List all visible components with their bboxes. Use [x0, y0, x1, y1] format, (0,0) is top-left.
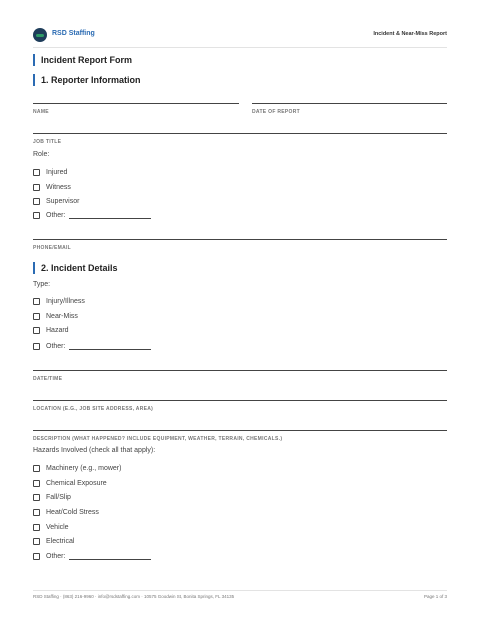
role-label: Role:	[33, 151, 50, 158]
section-2-title: 2. Incident Details	[33, 262, 118, 274]
document-title: Incident & Near-Miss Report	[373, 31, 447, 37]
hazard-option-label: Machinery (e.g., mower)	[46, 464, 122, 472]
job-title-input-line[interactable]	[33, 133, 447, 134]
section-1-title: 1. Reporter Information	[33, 74, 141, 86]
type-option-label: Hazard	[46, 326, 69, 334]
hazard-option-label: Heat/Cold Stress	[46, 508, 99, 516]
hazard-option[interactable]	[33, 522, 69, 532]
checkbox-icon[interactable]	[33, 212, 40, 219]
other-role-input-line[interactable]	[69, 212, 151, 219]
phone-email-label: PHONE/EMAIL	[33, 245, 72, 251]
type-option-label: Near-Miss	[46, 312, 78, 320]
type-option[interactable]	[33, 325, 69, 335]
role-option[interactable]	[33, 210, 151, 220]
job-title-label: JOB TITLE	[33, 139, 62, 145]
hazard-option[interactable]	[33, 478, 107, 488]
role-option[interactable]	[33, 167, 67, 177]
type-option[interactable]	[33, 341, 151, 351]
checkbox-icon[interactable]	[33, 343, 40, 350]
checkbox-icon[interactable]	[33, 313, 40, 320]
role-option-label: Injured	[46, 168, 68, 176]
name-label: NAME	[33, 109, 49, 115]
hazard-option-label: Chemical Exposure	[46, 479, 107, 487]
checkbox-icon[interactable]	[33, 553, 40, 560]
location-label: LOCATION (E.G., JOB SITE ADDRESS, AREA)	[33, 406, 154, 412]
date-of-report-input-line[interactable]	[252, 103, 447, 104]
other-hazard-input-line[interactable]	[69, 553, 151, 560]
name-input-line[interactable]	[33, 103, 239, 104]
role-option-label: Other:	[46, 211, 66, 219]
page-header	[33, 27, 447, 48]
description-input-line[interactable]	[33, 430, 447, 431]
hazard-option[interactable]	[33, 492, 71, 502]
role-option-label: Witness	[46, 183, 71, 191]
hazard-option[interactable]	[33, 507, 99, 517]
checkbox-icon[interactable]	[33, 494, 40, 501]
location-input-line[interactable]	[33, 400, 447, 401]
phone-email-input-line[interactable]	[33, 239, 447, 240]
checkbox-icon[interactable]	[33, 298, 40, 305]
brand-name: RSD Staffing	[52, 30, 95, 37]
hazard-option-label: Vehicle	[46, 523, 69, 531]
hazards-label: Hazards Involved (check all that apply):	[33, 447, 156, 454]
date-time-label: DATE/TIME	[33, 376, 63, 382]
role-option[interactable]	[33, 196, 79, 206]
checkbox-icon[interactable]	[33, 169, 40, 176]
checkbox-icon[interactable]	[33, 524, 40, 531]
checkbox-icon[interactable]	[33, 480, 40, 487]
hazard-option[interactable]	[33, 463, 121, 473]
type-option-label: Injury/Illness	[46, 297, 85, 305]
date-of-report-label: DATE OF REPORT	[252, 109, 300, 115]
checkbox-icon[interactable]	[33, 509, 40, 516]
type-option-label: Other:	[46, 342, 66, 350]
footer-contact: RSD Staffing · (863) 216-9960 · info@rsdstaffing.com · 10575 Goodwin St, Bonita Springs, FL 34135	[33, 594, 235, 599]
type-option[interactable]	[33, 296, 85, 306]
hazard-option[interactable]	[33, 551, 151, 561]
date-time-input-line[interactable]	[33, 370, 447, 371]
checkbox-icon[interactable]	[33, 184, 40, 191]
hazard-option-label: Other:	[46, 552, 66, 560]
company-logo	[33, 28, 47, 42]
form-title: Incident Report Form	[33, 54, 132, 66]
checkbox-icon[interactable]	[33, 465, 40, 472]
checkbox-icon[interactable]	[33, 198, 40, 205]
page-number: Page 1 of 3	[423, 594, 447, 599]
other-type-input-line[interactable]	[69, 343, 151, 350]
hazard-option-label: Electrical	[46, 537, 75, 545]
page-footer	[33, 590, 447, 599]
checkbox-icon[interactable]	[33, 327, 40, 334]
type-option[interactable]	[33, 311, 78, 321]
hazard-option-label: Fall/Slip	[46, 493, 71, 501]
type-label: Type:	[33, 281, 51, 288]
role-option[interactable]	[33, 182, 71, 192]
description-label: DESCRIPTION (WHAT HAPPENED? INCLUDE EQUIPMENT, WEATHER, TERRAIN, CHEMICALS.)	[33, 436, 283, 442]
role-option-label: Supervisor	[46, 197, 80, 205]
hazard-option[interactable]	[33, 536, 74, 546]
checkbox-icon[interactable]	[33, 538, 40, 545]
